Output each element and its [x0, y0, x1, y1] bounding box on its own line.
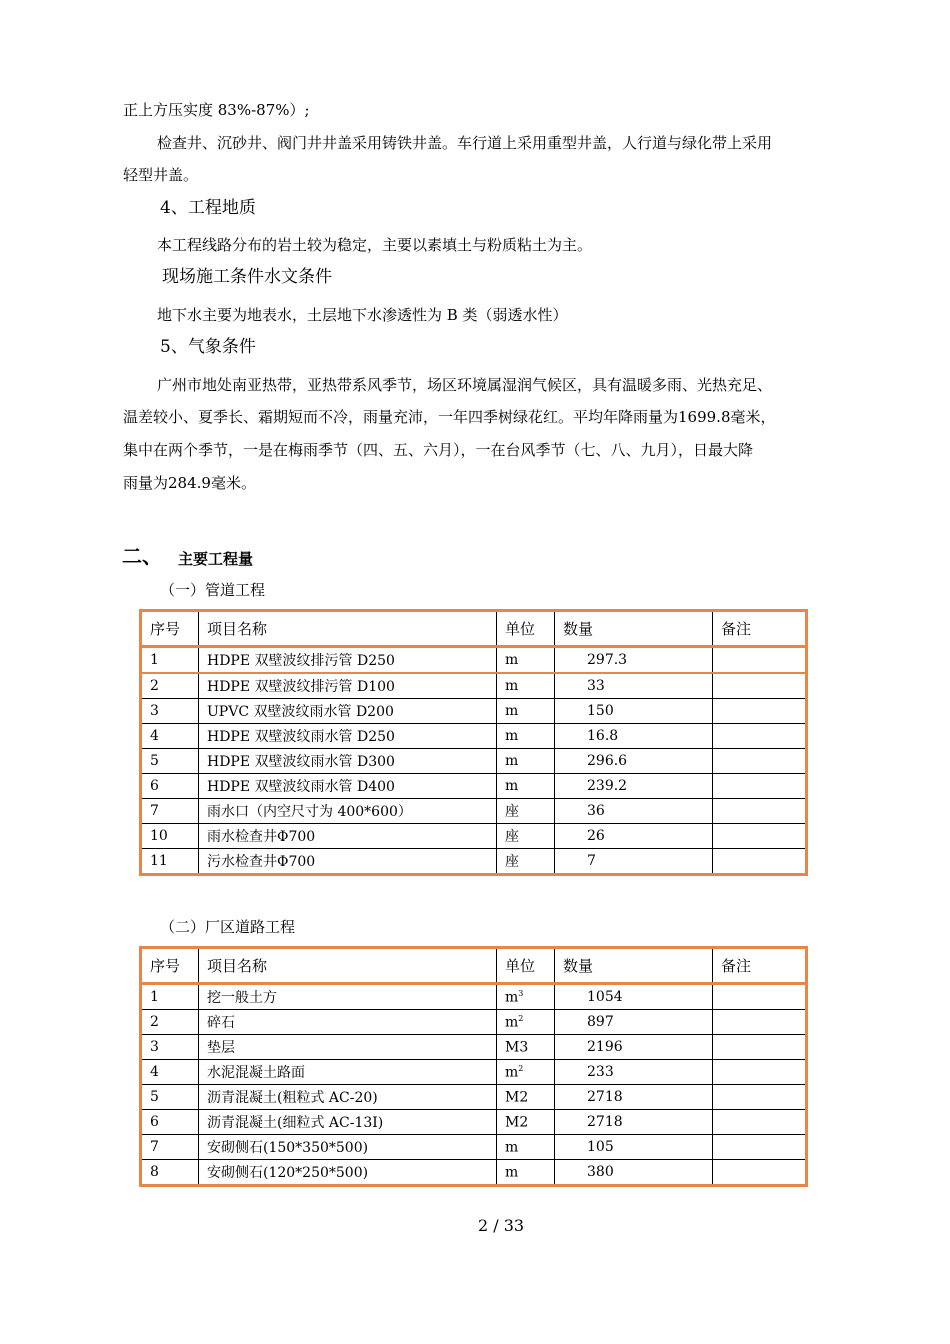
row-name: HDPE 双壁波纹排污管 D250 [199, 647, 497, 674]
row-no: 1 [141, 647, 199, 674]
row-unit: $m^3$ [497, 984, 555, 1010]
row-no: 10 [141, 824, 199, 849]
row-name: 沥青混凝土(粗粒式 AC-20) [199, 1085, 497, 1110]
row-unit: m [497, 673, 555, 699]
table-row [141, 1110, 807, 1135]
row-name: 污水检查井Φ700 [199, 849, 497, 875]
row-unit: m [497, 1160, 555, 1186]
row-note [713, 699, 807, 724]
paragraph-groundwater: 地下水主要为地表水，土层地下水渗透性为 B 类（弱透水性） [157, 306, 568, 324]
row-no: 2 [141, 1010, 199, 1035]
row-note [713, 824, 807, 849]
table-row [141, 724, 807, 749]
row-unit: m [497, 774, 555, 799]
row-note [713, 749, 807, 774]
row-no: 11 [141, 849, 199, 875]
row-qty: 1054 [555, 984, 713, 1010]
row-unit: M2 [497, 1110, 555, 1135]
table-row [141, 673, 807, 699]
header-no: 序号 [141, 611, 199, 647]
row-unit: m [497, 749, 555, 774]
row-name: 安砌侧石(120*250*500) [199, 1160, 497, 1186]
heading-climate: 5、气象条件 [160, 337, 256, 357]
subsection-roads: （二）厂区道路工程 [160, 918, 296, 936]
row-no: 5 [141, 749, 199, 774]
row-no: 6 [141, 774, 199, 799]
header-unit: 单位 [497, 948, 555, 984]
row-note [713, 774, 807, 799]
row-unit: m [497, 1135, 555, 1160]
row-name: 雨水检查井Φ700 [199, 824, 497, 849]
row-no: 4 [141, 724, 199, 749]
row-unit: 座 [497, 849, 555, 875]
row-note [713, 1135, 807, 1160]
row-note [713, 1085, 807, 1110]
row-name: 碎石 [199, 1010, 497, 1035]
row-note [713, 799, 807, 824]
row-name: 水泥混凝土路面 [199, 1060, 497, 1085]
row-qty: 26 [555, 824, 713, 849]
row-name: 垫层 [199, 1035, 497, 1060]
row-no: 4 [141, 1060, 199, 1085]
row-unit: $m^2$ [497, 1010, 555, 1035]
row-qty: 16.8 [555, 724, 713, 749]
row-name: HDPE 双壁波纹雨水管 D250 [199, 724, 497, 749]
pipeline-quantity-table [139, 609, 808, 876]
row-unit: 座 [497, 799, 555, 824]
row-unit: $m^2$ [497, 1060, 555, 1085]
header-qty: 数量 [555, 611, 713, 647]
row-qty: 297.3 [555, 647, 713, 674]
row-no: 7 [141, 799, 199, 824]
row-unit: 座 [497, 824, 555, 849]
section-title: 主要工程量 [178, 550, 254, 568]
table-header-row [141, 611, 807, 647]
row-note [713, 984, 807, 1010]
table-row [141, 749, 807, 774]
table-row [141, 1160, 807, 1186]
row-note [713, 1035, 807, 1060]
row-name: 挖一般土方 [199, 984, 497, 1010]
page-number: 2 / 33 [478, 1216, 525, 1235]
row-qty: 897 [555, 1010, 713, 1035]
subsection-pipeline: （一）管道工程 [160, 581, 266, 599]
paragraph-climate-2: 温差较小、夏季长、霜期短而不冷，雨量充沛，一年四季树绿花红。平均年降雨量为1699.8毫米， [123, 408, 776, 426]
row-no: 7 [141, 1135, 199, 1160]
table-header-row [141, 948, 807, 984]
heading-site-conditions: 现场施工条件水文条件 [162, 267, 332, 287]
row-qty: 33 [555, 673, 713, 699]
row-qty: 2718 [555, 1085, 713, 1110]
row-qty: 380 [555, 1160, 713, 1186]
row-name: HDPE 双壁波纹排污管 D100 [199, 673, 497, 699]
row-qty: 150 [555, 699, 713, 724]
section-number: 二、 [122, 544, 162, 568]
table-row [141, 1035, 807, 1060]
row-unit: M2 [497, 1085, 555, 1110]
row-no: 3 [141, 699, 199, 724]
header-qty: 数量 [555, 948, 713, 984]
header-name: 项目名称 [199, 611, 497, 647]
row-no: 1 [141, 984, 199, 1010]
row-note [713, 1110, 807, 1135]
row-unit: m [497, 724, 555, 749]
paragraph-manhole-covers: 检查井、沉砂井、阀门井井盖采用铸铁井盖。车行道上采用重型井盖，人行道与绿化带上采用 [157, 134, 773, 152]
paragraph-compaction: 正上方压实度 83%-87%）; [123, 101, 310, 119]
row-qty: 2718 [555, 1110, 713, 1135]
row-qty: 2196 [555, 1035, 713, 1060]
header-no: 序号 [141, 948, 199, 984]
row-note [713, 1060, 807, 1085]
heading-geology: 4、工程地质 [160, 198, 256, 218]
table-row [141, 799, 807, 824]
row-note [713, 849, 807, 875]
row-qty: 36 [555, 799, 713, 824]
row-note [713, 1010, 807, 1035]
paragraph-geology: 本工程线路分布的岩土较为稳定，主要以素填土与粉质粘土为主。 [157, 236, 593, 254]
table-row [141, 699, 807, 724]
header-note: 备注 [713, 948, 807, 984]
header-name: 项目名称 [199, 948, 497, 984]
table-row [141, 1060, 807, 1085]
table-row [141, 849, 807, 875]
road-quantity-table [139, 946, 808, 1187]
row-note [713, 1160, 807, 1186]
row-name: 安砌侧石(150*350*500) [199, 1135, 497, 1160]
row-no: 5 [141, 1085, 199, 1110]
row-name: 沥青混凝土(细粒式 AC-13I) [199, 1110, 497, 1135]
table-row [141, 647, 807, 674]
table-row [141, 824, 807, 849]
row-qty: 7 [555, 849, 713, 875]
row-qty: 296.6 [555, 749, 713, 774]
row-note [713, 673, 807, 699]
row-no: 8 [141, 1160, 199, 1186]
table-row [141, 774, 807, 799]
row-qty: 105 [555, 1135, 713, 1160]
row-no: 2 [141, 673, 199, 699]
row-unit: M3 [497, 1035, 555, 1060]
row-no: 6 [141, 1110, 199, 1135]
row-name: HDPE 双壁波纹雨水管 D400 [199, 774, 497, 799]
table-row [141, 1010, 807, 1035]
row-name: 雨水口（内空尺寸为 400*600） [199, 799, 497, 824]
row-unit: m [497, 699, 555, 724]
paragraph-climate-3: 集中在两个季节，一是在梅雨季节（四、五、六月），一在台风季节（七、八、九月），日最大降 [123, 441, 754, 459]
row-note [713, 647, 807, 674]
row-qty: 233 [555, 1060, 713, 1085]
header-note: 备注 [713, 611, 807, 647]
row-no: 3 [141, 1035, 199, 1060]
paragraph-manhole-covers-cont: 轻型井盖。 [123, 166, 199, 184]
row-note [713, 724, 807, 749]
row-name: HDPE 双壁波纹雨水管 D300 [199, 749, 497, 774]
table-row [141, 984, 807, 1010]
table-row [141, 1085, 807, 1110]
row-name: UPVC 双壁波纹雨水管 D200 [199, 699, 497, 724]
row-unit: m [497, 647, 555, 674]
table-row [141, 1135, 807, 1160]
header-unit: 单位 [497, 611, 555, 647]
paragraph-climate-4: 雨量为284.9毫米。 [123, 474, 256, 492]
paragraph-climate-1: 广州市地处南亚热带，亚热带系风季节，场区环境属湿润气候区，具有温暖多雨、光热充足、 [157, 376, 773, 394]
row-qty: 239.2 [555, 774, 713, 799]
